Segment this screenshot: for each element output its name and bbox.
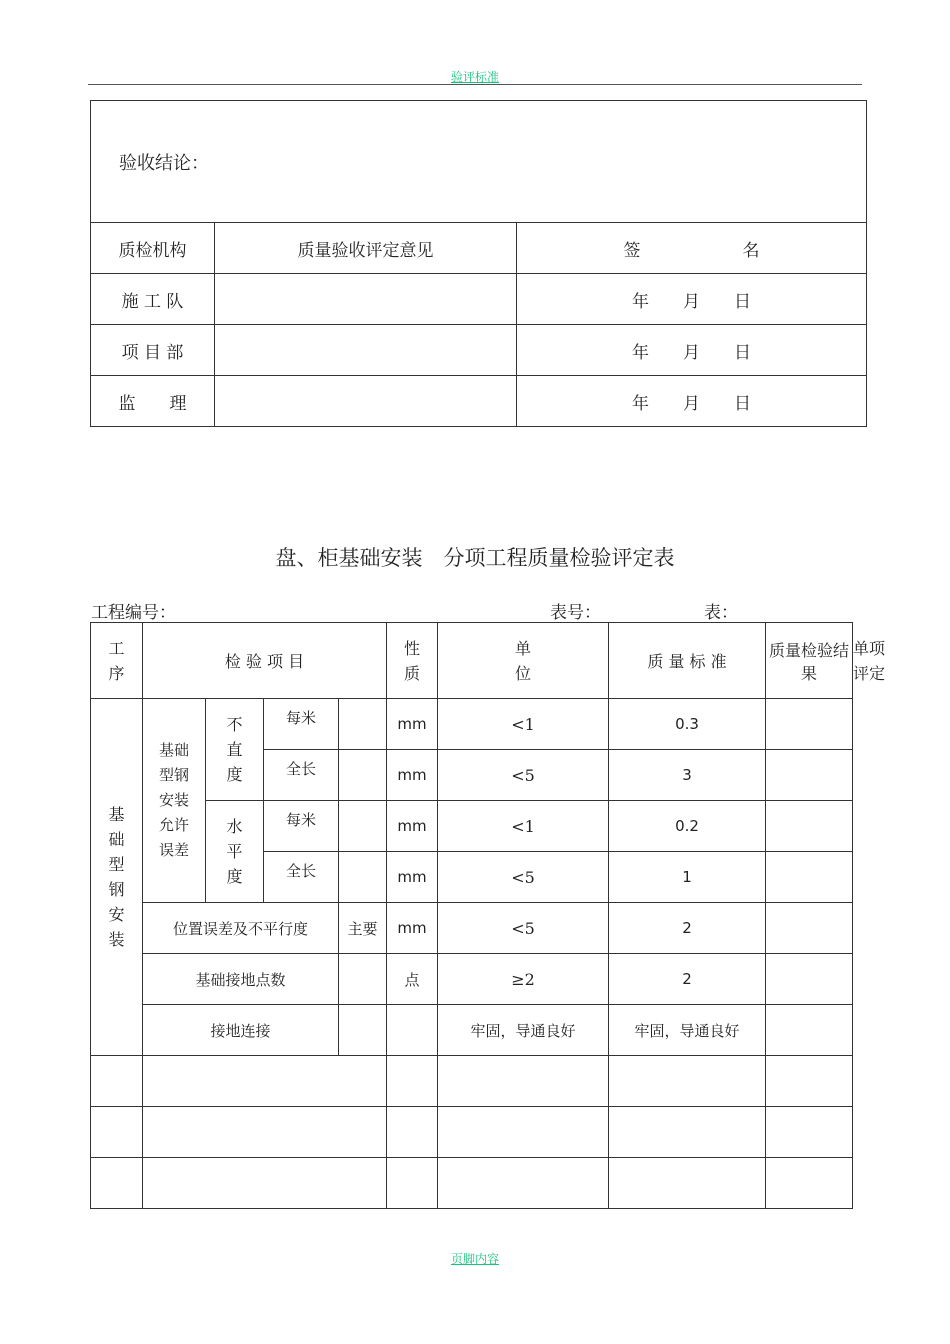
nature-cell: [339, 699, 387, 750]
sub-item: 每米: [264, 699, 339, 750]
unit-cell: mm: [387, 903, 438, 954]
project-no-label: 工程编号：: [91, 603, 176, 623]
unit-cell: 点: [387, 954, 438, 1005]
nature-cell: [339, 801, 387, 852]
org-construction-team: 施 工 队: [91, 274, 215, 325]
table-label: 表：: [704, 603, 738, 623]
form-title: 盘、柜基础安装 分项工程质量检验评定表: [275, 546, 675, 570]
header-divider: [88, 84, 862, 85]
opinion-cell: [215, 274, 517, 325]
unit-cell: [387, 1005, 438, 1056]
org-supervision: 监 理: [91, 376, 215, 427]
page-footer: 页脚内容: [450, 1252, 499, 1266]
empty-cell: [766, 1158, 853, 1209]
result-cell: 2: [609, 903, 766, 954]
empty-cell: [766, 1056, 853, 1107]
standard-cell: ≥2: [438, 954, 609, 1005]
nature-cell: 主要: [339, 903, 387, 954]
standard-cell: <1: [438, 801, 609, 852]
empty-cell: [91, 1107, 143, 1158]
unit-cell: mm: [387, 750, 438, 801]
rating-cell: [766, 750, 853, 801]
empty-cell: [609, 1158, 766, 1209]
standard-cell: <5: [438, 750, 609, 801]
empty-cell: [387, 1056, 438, 1107]
result-cell: 0.3: [609, 699, 766, 750]
header-standard: 质 量 标 准: [609, 623, 766, 699]
evaluation-table: 工 序 检 验 项 目 性 质 单 位 质 量 标 准 质量检验结果 单项 评定 基 础 型 钢 安 装 基础 型钢 安装 允许 误差 不 直 度 每米 mm <1 0.3 全长 mm <5 3 水 平 度 每米 mm <1 0.2 全长 mm <5 1 位置误差及不平行度 主要 mm <5 2 基础接地点数 点 ≥2 2 接地连接 牢固，导通良好 牢固，导通良好: [90, 622, 853, 1209]
empty-cell: [143, 1056, 387, 1107]
header-unit: 单 位: [438, 623, 609, 699]
nature-cell: [339, 954, 387, 1005]
nature-cell: [339, 1005, 387, 1056]
result-cell: 1: [609, 852, 766, 903]
rating-cell: [766, 852, 853, 903]
header-result: 质量检验结果: [766, 623, 853, 699]
header-process: 工 序: [91, 623, 143, 699]
date-cell: 年 月 日: [517, 274, 867, 325]
unit-cell: mm: [387, 852, 438, 903]
empty-cell: [143, 1158, 387, 1209]
header-item: 检 验 项 目: [143, 623, 387, 699]
process-name: 基 础 型 钢 安 装: [91, 699, 143, 1056]
standard-cell: <5: [438, 852, 609, 903]
group-label: 基础 型钢 安装 允许 误差: [143, 699, 206, 903]
standard-cell: 牢固，导通良好: [438, 1005, 609, 1056]
item-grounding-points: 基础接地点数: [143, 954, 339, 1005]
rating-cell: [766, 954, 853, 1005]
date-cell: 年 月 日: [517, 376, 867, 427]
rating-cell: [766, 801, 853, 852]
empty-cell: [438, 1158, 609, 1209]
empty-cell: [91, 1056, 143, 1107]
sub-straightness: 不 直 度: [206, 699, 264, 801]
nature-cell: [339, 852, 387, 903]
empty-cell: [387, 1107, 438, 1158]
header-nature: 性 质: [387, 623, 438, 699]
empty-cell: [387, 1158, 438, 1209]
result-cell: 2: [609, 954, 766, 1005]
opinion-cell: [215, 325, 517, 376]
sub-item: 每米: [264, 801, 339, 852]
sub-item: 全长: [264, 750, 339, 801]
standard-cell: <1: [438, 699, 609, 750]
rating-cell: [766, 1005, 853, 1056]
org-project-dept: 项 目 部: [91, 325, 215, 376]
unit-cell: mm: [387, 801, 438, 852]
result-cell: 3: [609, 750, 766, 801]
result-cell: 0.2: [609, 801, 766, 852]
empty-cell: [438, 1056, 609, 1107]
sub-levelness: 水 平 度: [206, 801, 264, 903]
col-org-header: 质检机构: [91, 223, 215, 274]
rating-cell: [766, 903, 853, 954]
sign-off-table: [90, 100, 867, 427]
col-sign-header: 签 名: [517, 223, 867, 274]
result-cell: 牢固，导通良好: [609, 1005, 766, 1056]
empty-cell: [91, 1158, 143, 1209]
empty-cell: [438, 1107, 609, 1158]
opinion-cell: [215, 376, 517, 427]
nature-cell: [339, 750, 387, 801]
empty-cell: [609, 1107, 766, 1158]
unit-cell: mm: [387, 699, 438, 750]
table-no-label: 表号：: [550, 603, 601, 623]
page-header: 验评标准: [450, 70, 499, 84]
item-grounding-connection: 接地连接: [143, 1005, 339, 1056]
sub-item: 全长: [264, 852, 339, 903]
conclusion-label: 验收结论：: [91, 101, 867, 223]
empty-cell: [766, 1107, 853, 1158]
standard-cell: <5: [438, 903, 609, 954]
rating-cell: [766, 699, 853, 750]
date-cell: 年 月 日: [517, 325, 867, 376]
empty-cell: [609, 1056, 766, 1107]
empty-cell: [143, 1107, 387, 1158]
col-opinion-header: 质量验收评定意见: [215, 223, 517, 274]
item-position-error: 位置误差及不平行度: [143, 903, 339, 954]
